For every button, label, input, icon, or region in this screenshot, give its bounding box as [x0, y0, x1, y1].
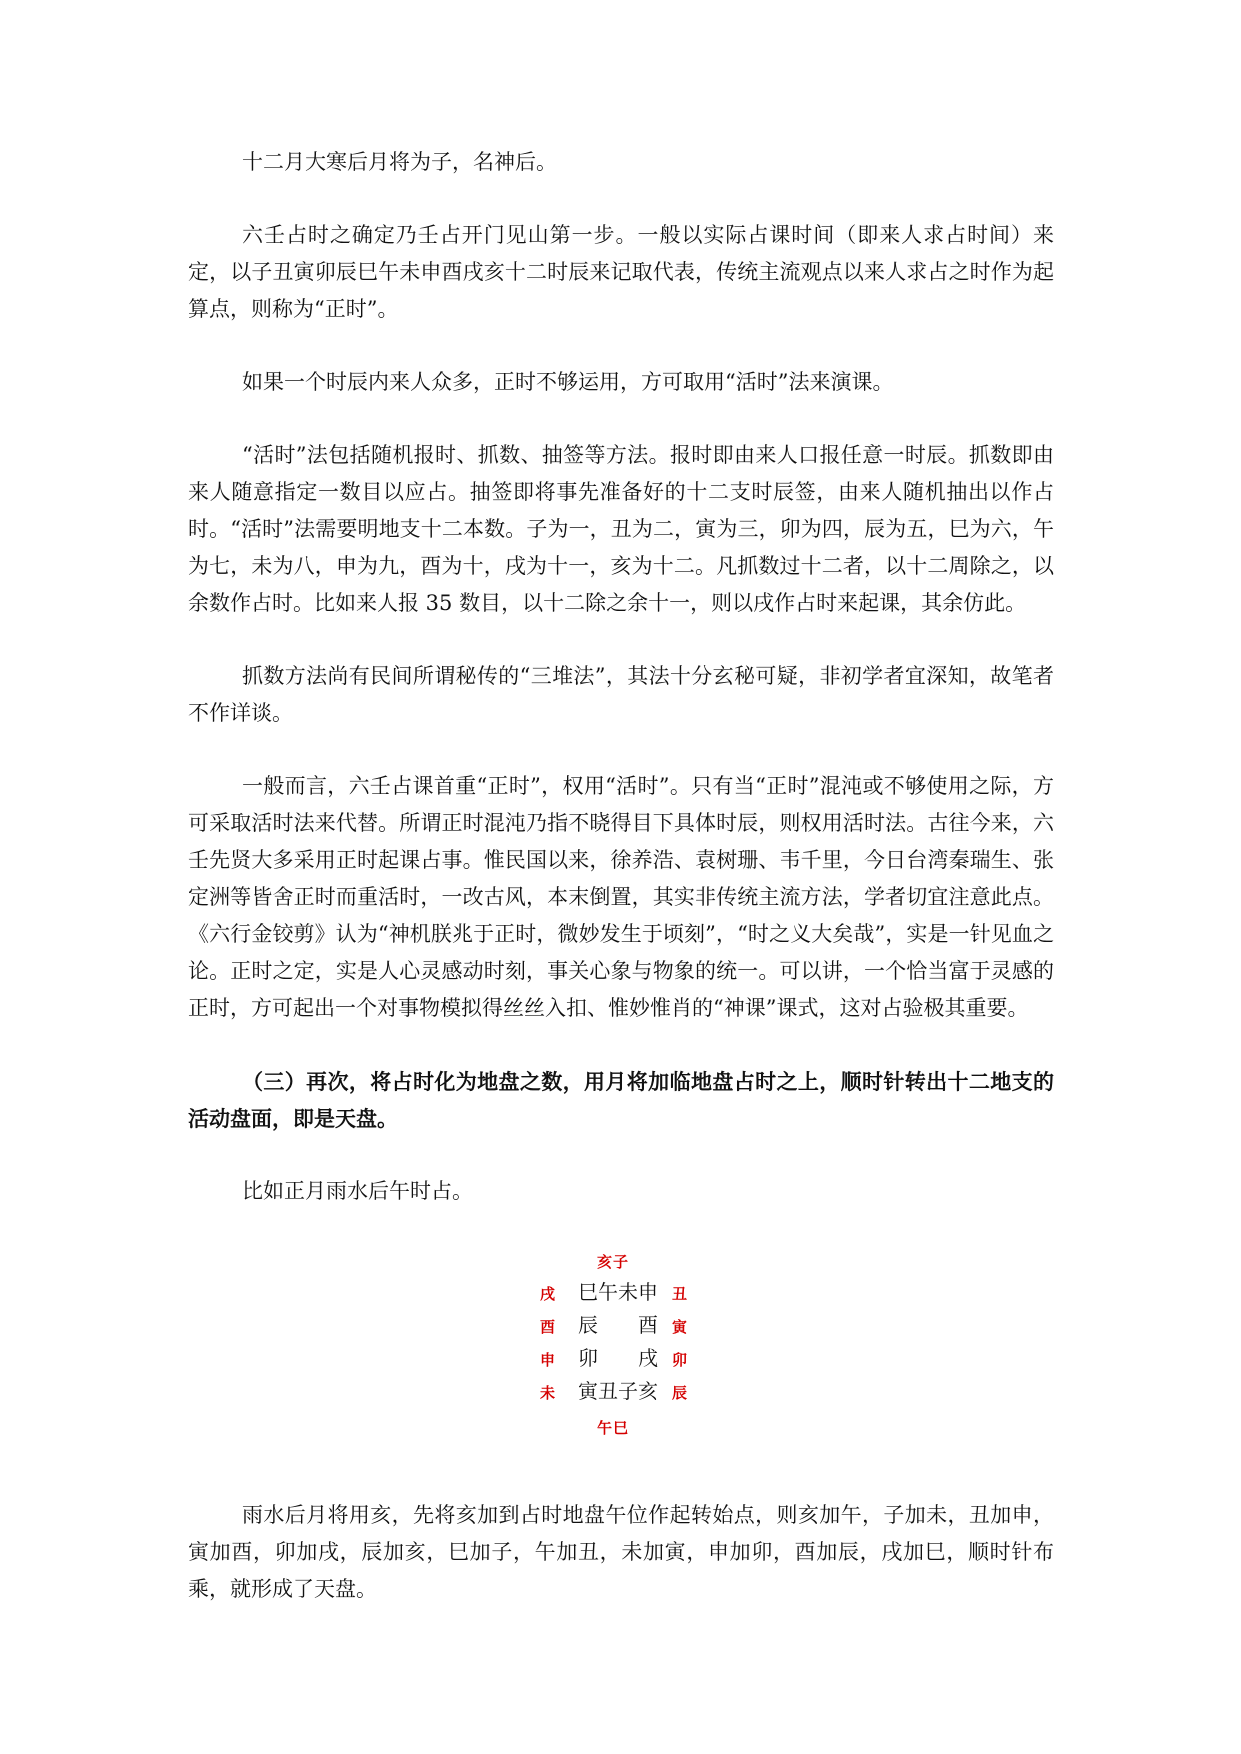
paragraph-6: 一般而言，六壬占课首重“正时”，权用“活时”。只有当“正时”混沌或不够使用之际，方可采取活时法来代替。所谓正时混沌乃指不晓得目下具体时辰，则权用活时法。古往今来，六壬先贤大多采用正时起课占事。惟民国以来，徐养浩、袁树珊、韦千里，今日台湾秦瑞生、张定洲等皆舍正时而重活时，一改古风，本末倒置，其实非传统主流方法，学者切宜注意此点。《六行金铰剪》认为“神机朕兆于正时，微妙发生于顷刻”，“时之义大矣哉”，实是一针见血之论。正时之定，实是人心灵感动时刻，事关心象与物象的统一。可以讲，一个恰当富于灵感的正时，方可起出一个对事物模拟得丝丝入扣、惟妙惟肖的“神课”课式，这对占验极其重要。 [188, 774, 1054, 1020]
paragraph-2: 六壬占时之确定乃壬占开门见山第一步。一般以实际占课时间（即来人求占时间）来定，以子丑寅卯辰巳午未申酉戌亥十二时辰来记取代表，传统主流观点以来人求占之时作为起算点，则称为“正时”。 [188, 223, 1054, 321]
diagram-row2-middle-a: 辰 [578, 1313, 598, 1337]
diagram-bottom-label: 午巳 [597, 1419, 630, 1437]
paragraph-1: 十二月大寒后月将为子，名神后。 [242, 150, 557, 174]
diagram-row2-right: 寅 [672, 1318, 689, 1336]
paragraph-final: 雨水后月将用亥，先将亥加到占时地盘午位作起转始点，则亥加午，子加未，丑加申，寅加酉，卯加戌，辰加亥，巳加子，午加丑，未加寅，申加卯，酉加辰，戌加巳，顺时针布乘，就形成了天盘。 [188, 1503, 1054, 1601]
diagram-row4-left: 未 [540, 1384, 557, 1402]
paragraph-4: “活时”法包括随机报时、抓数、抽签等方法。报时即由来人口报任意一时辰。抓数即由来人随意指定一数目以应占。抽签即将事先准备好的十二支时辰签，由来人随机抽出以作占时。“活时”法需要明地支十二本数。子为一，丑为二，寅为三，卯为四，辰为五，巳为六，午为七，未为八，申为九，酉为十，戌为十一，亥为十二。凡抓数过十二者，以十二周除之，以余数作占时。比如来人报 35 数目，以十二除之余十一，则以戌作占时来起课，其余仿此。 [188, 443, 1054, 615]
diagram-row2-left: 酉 [540, 1318, 557, 1336]
diagram-row3-left: 申 [540, 1351, 557, 1369]
section-heading-paragraph: （三）再次，将占时化为地盘之数，用月将加临地盘占时之上，顺时针转出十二地支的活动盘面，即是天盘。 [188, 1069, 1054, 1131]
diagram-row4-right: 辰 [672, 1384, 689, 1402]
diagram-row1-right: 丑 [672, 1285, 689, 1303]
tianpan-diagram [188, 1246, 1054, 1471]
diagram-row1-middle: 巳午未申 [578, 1280, 658, 1304]
diagram-row3-middle-a: 卯 [578, 1346, 598, 1370]
diagram-top-label: 亥子 [597, 1253, 630, 1271]
paragraph-3: 如果一个时辰内来人众多，正时不够运用，方可取用“活时”法来演课。 [242, 370, 894, 394]
paragraph-5: 抓数方法尚有民间所谓秘传的“三堆法”，其法十分玄秘可疑，非初学者宜深知，故笔者不作详谈。 [188, 664, 1054, 725]
diagram-row2-middle-b: 酉 [638, 1313, 658, 1337]
diagram-row1-left: 戌 [540, 1285, 557, 1303]
paragraph-example: 比如正月雨水后午时占。 [242, 1179, 473, 1203]
document-page [188, 144, 1054, 1644]
diagram-row4-middle: 寅丑子亥 [578, 1379, 658, 1403]
diagram-row3-middle-b: 戌 [638, 1346, 658, 1370]
diagram-row3-right: 卯 [672, 1351, 689, 1369]
